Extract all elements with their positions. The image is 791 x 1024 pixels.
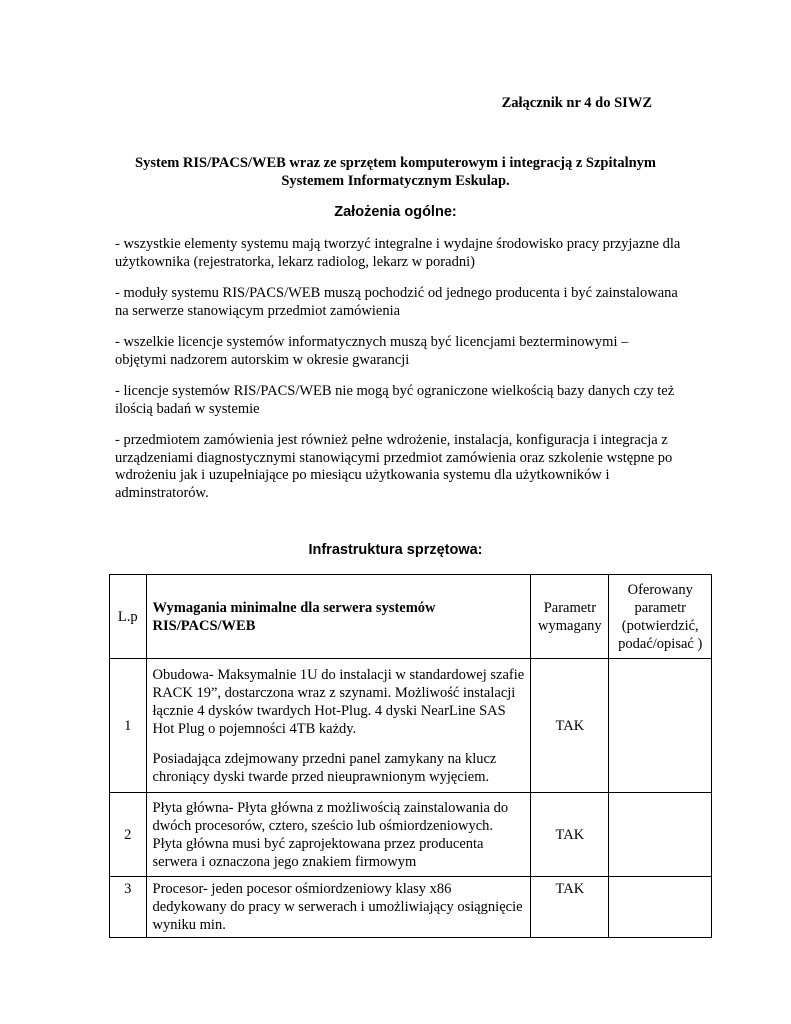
row-offered [609,877,712,938]
row-offered [609,793,712,877]
requirement-text: Posiadająca zdejmowany przedni panel zamykany na klucz chroniący dyski twarde przed nieuprawnionym wyjęciem. [152,750,497,785]
row-lp: 2 [110,793,147,877]
attachment-label: Załącznik nr 4 do SIWZ [501,95,652,111]
requirement-text: Obudowa- Maksymalnie 1U do instalacji w standardowej szafie RACK 19”, dostarczona wraz z szynami. Możliwość instalacji łącznie 4 dysków twardych Hot-Plug. 4 dyski NearLine SAS Hot Plug o pojemności 4TB każdy. [152,666,525,737]
row-required: TAK [531,793,609,877]
row-lp: 1 [110,659,147,793]
row-offered [609,659,712,793]
title-line-2: Systemem Informatycznym Eskulap. [281,173,510,189]
row-requirement [146,659,531,793]
title-line-1: System RIS/PACS/WEB wraz ze sprzętem komputerowym i integracją z Szpitalnym [135,155,656,171]
table-header-row [110,575,712,659]
row-required: TAK [531,659,609,793]
row-requirement: Procesor- jeden pocesor ośmiordzeniowy klasy x86 dedykowany do pracy w serwerach i umożliwiający osiągnięcie wyniku min. [146,877,531,938]
table-row [110,793,712,877]
row-requirement: Płyta główna- Płyta główna z możliwością zainstalowania do dwóch procesorów, cztero, sześcio lub ośmiordzeniowych. Płyta główna musi być zaprojektowana przez producenta serwera i oznaczona jego znakiem firmowym [146,793,531,877]
infrastructure-heading: Infrastruktura sprzętowa: [308,542,483,558]
row-required: TAK [531,877,609,938]
assumption-item: - przedmiotem zamówienia jest również pełne wdrożenie, instalacja, konfiguracja i integracja z urządzeniami diagnostycznymi stanowiącymi przedmiot zamówienia oraz szkolenie wstępne po wdrożeniu jak i uzupełniające po miesiącu użytkowania systemu dla użytkowników i adminstratorów. [115,432,673,501]
assumption-item: - moduły systemu RIS/PACS/WEB muszą pochodzić od jednego producenta i być zainstalowana na serwerze stanowiącym przedmiot zamówienia [115,285,678,319]
document-title [110,154,681,190]
header-lp: L.p [110,575,147,659]
requirements-table [109,574,712,938]
header-required: Parametr wymagany [531,575,609,659]
row-lp: 3 [110,877,147,938]
table-row [110,877,712,938]
assumption-item: - wszystkie elementy systemu mają tworzyć integralne i wydajne środowisko pracy przyjazne dla użytkownika (rejestratorka, lekarz radiolog, lekarz w poradni) [115,236,681,270]
general-assumptions-list [115,236,681,516]
general-assumptions-heading: Założenia ogólne: [334,204,457,220]
header-offered: Oferowany parametr (potwierdzić, podać/opisać ) [609,575,712,659]
table-row [110,659,712,793]
assumption-item: - licencje systemów RIS/PACS/WEB nie mogą być ograniczone wielkością bazy danych czy też ilością badań w systemie [115,383,675,417]
header-requirements: Wymagania minimalne dla serwera systemów RIS/PACS/WEB [146,575,531,659]
assumption-item: - wszelkie licencje systemów informatycznych muszą być licencjami bezterminowymi – objętymi nadzorem autorskim w okresie gwarancji [115,334,629,368]
